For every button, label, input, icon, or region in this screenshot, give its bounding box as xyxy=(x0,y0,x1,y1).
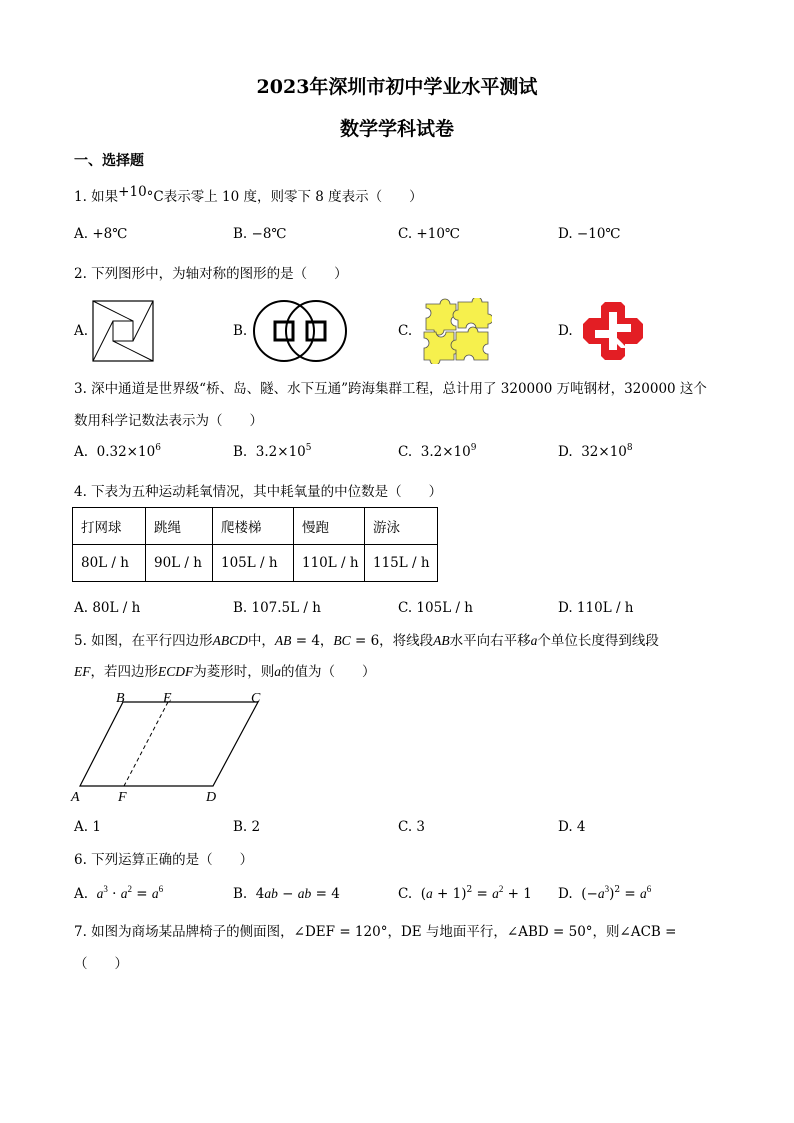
q5-option-b[interactable]: B. 2 xyxy=(233,819,261,835)
q5-option-a[interactable]: A. 1 xyxy=(74,819,101,835)
question-3-line-2: 数用科学记数法表示为（ ） xyxy=(74,413,263,429)
q3-option-a[interactable]: A. $0.32\times 10^6$ xyxy=(74,443,161,460)
question-6-stem: 6. 下列运算正确的是（ ） xyxy=(74,852,254,868)
parallelogram-figure xyxy=(68,690,278,808)
table-row xyxy=(73,545,438,582)
q6-option-d[interactable]: D. $(-a^3)^2 = a^6$ xyxy=(558,884,652,902)
q1-option-a[interactable]: A. +8℃ xyxy=(74,226,128,242)
question-4-stem: 4. 下表为五种运动耗氧情况，其中耗氧量的中位数是（ ） xyxy=(74,484,443,500)
point-label-b: B xyxy=(116,691,125,706)
question-5-line-2: EF，若四边形ECDF为菱形时，则a的值为（ ） xyxy=(74,664,376,680)
question-7-line-1: 7. 如图为商场某品牌椅子的侧面图，∠DEF = 120°，DE 与地面平行，∠ABD = 50°，则∠ACB = xyxy=(74,924,677,940)
table-cell: 90L / h xyxy=(146,545,213,582)
question-1-stem: 1. 如果+10°C表示零上 10 度，则零下 8 度表示（ ） xyxy=(74,184,423,205)
q2-label-a[interactable]: A. xyxy=(74,323,89,339)
pinwheel-square-figure xyxy=(92,300,154,362)
two-coins-figure xyxy=(252,299,348,363)
table-header-cell: 爬楼梯 xyxy=(213,508,294,545)
table-cell: 80L / h xyxy=(73,545,146,582)
puzzle-pieces-figure xyxy=(422,298,492,364)
q4-option-a[interactable]: A. 80L / h xyxy=(74,600,141,616)
q6-option-a[interactable]: A. $a^3 \cdot a^2 = a^6$ xyxy=(74,884,164,902)
table-header-row xyxy=(73,508,438,545)
page-subtitle: 数学学科试卷 xyxy=(339,118,454,140)
q4-option-d[interactable]: D. 110L / h xyxy=(558,600,634,616)
question-7-line-2: （ ） xyxy=(74,956,128,972)
section-heading: 一、选择题 xyxy=(74,153,144,169)
q6-option-b[interactable]: B. 4ab − ab = 4 xyxy=(233,886,340,902)
q3-option-d[interactable]: D. $32\times 10^8$ xyxy=(558,443,633,460)
q1-option-b[interactable]: B. −8℃ xyxy=(233,226,287,242)
point-label-e: E xyxy=(163,691,172,706)
q6-option-c[interactable]: C. $(a + 1)^2 = a^2 + 1$ xyxy=(398,884,532,902)
q2-label-c[interactable]: C. xyxy=(398,323,413,339)
table-cell: 110L / h xyxy=(294,545,365,582)
question-3-line-1: 3. 深中通道是世界级“桥、岛、隧、水下互通”跨海集群工程，总计用了 320000 万吨钢材，320000 这个 xyxy=(74,381,707,397)
question-2-stem: 2. 下列图形中，为轴对称的图形的是（ ） xyxy=(74,266,348,282)
oxygen-consumption-table xyxy=(72,507,438,582)
point-label-f: F xyxy=(118,790,127,805)
q1-option-c[interactable]: C. +10℃ xyxy=(398,226,461,242)
table-cell: 115L / h xyxy=(365,545,438,582)
q5-option-c[interactable]: C. 3 xyxy=(398,819,426,835)
point-label-a: A xyxy=(71,790,80,805)
q3-option-c[interactable]: C. $3.2\times 10^9$ xyxy=(398,443,477,460)
table-cell: 105L / h xyxy=(213,545,294,582)
q1-option-d[interactable]: D. −10℃ xyxy=(558,226,621,242)
q4-option-b[interactable]: B. 107.5L / h xyxy=(233,600,321,616)
table-header-cell: 游泳 xyxy=(365,508,438,545)
page-title: 2023年深圳市初中学业水平测试 xyxy=(256,76,538,98)
q5-option-d[interactable]: D. 4 xyxy=(558,819,586,835)
point-label-d: D xyxy=(206,790,217,805)
point-label-c: C xyxy=(251,691,261,706)
q2-label-b[interactable]: B. xyxy=(233,323,248,339)
red-cross-emblem-figure xyxy=(581,300,645,362)
table-header-cell: 跳绳 xyxy=(146,508,213,545)
q4-option-c[interactable]: C. 105L / h xyxy=(398,600,473,616)
table-header-cell: 慢跑 xyxy=(294,508,365,545)
question-5-line-1: 5. 如图，在平行四边形ABCD中，AB = 4，BC = 6，将线段AB水平向右平移a个单位长度得到线段 xyxy=(74,633,659,649)
q2-label-d[interactable]: D. xyxy=(558,323,573,339)
table-header-cell: 打网球 xyxy=(73,508,146,545)
q3-option-b[interactable]: B. $3.2\times 10^5$ xyxy=(233,443,312,460)
